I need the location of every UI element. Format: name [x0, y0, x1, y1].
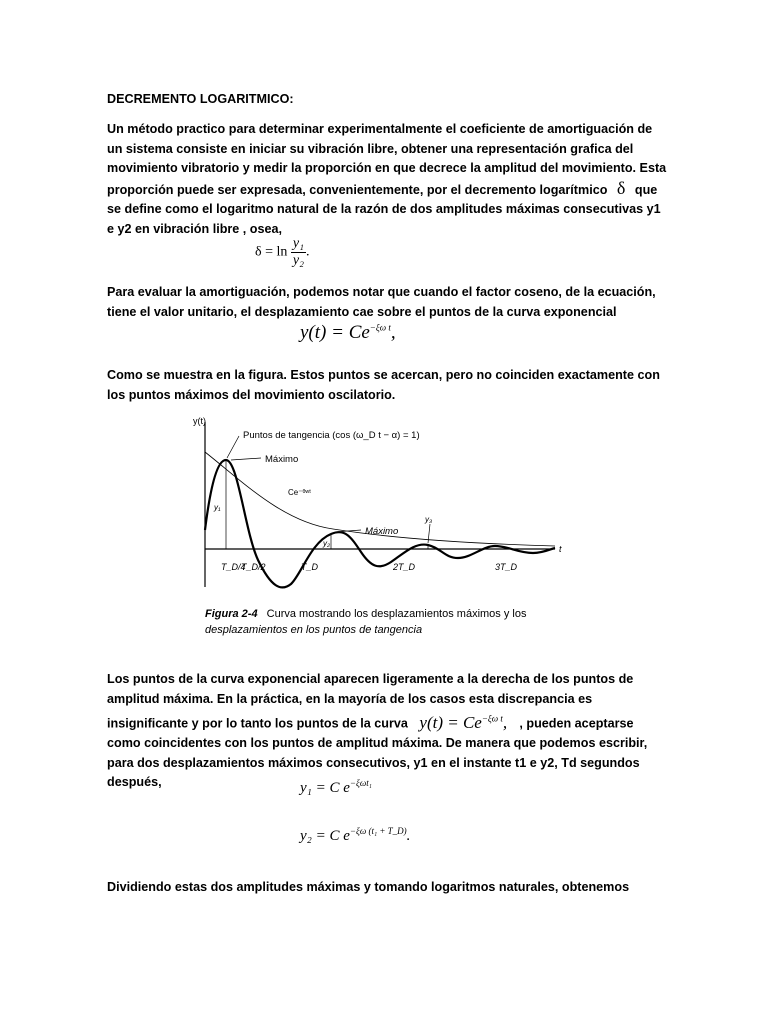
equation-4-lhs: y₂ = C e	[300, 828, 350, 844]
equation-3-lhs: y₁ = C e	[300, 780, 350, 796]
paragraph-1-text-b: que se define como el logaritmo natural de la razón de dos amplitudes máximas consecutivas y1 e y2 en vibración libre , osea,	[107, 182, 661, 236]
figure-caption-line-2: desplazamientos en los puntos de tangencia	[205, 624, 423, 636]
figure-caption-line-1	[205, 608, 527, 620]
paragraph-2: Para evaluar la amortiguación, podemos notar que cuando el factor coseno, de la ecuación, tiene el valor unitario, el desplazamiento cae sobre el puntos de la curva exponencial	[107, 285, 656, 319]
equation-2-lhs: y(t) = Ce	[300, 322, 370, 343]
equation-1-lhs: δ = ln	[255, 244, 288, 260]
x-axis-label: t	[559, 544, 562, 554]
paragraph-4-text-b: , pueden aceptarse como coincidentes con los puntos de amplitud máxima. De manera que podemos escribir, para dos desplazamientos máximos consecutivos, y1 en el instante t1 e y2, Td segundos después,	[107, 716, 648, 790]
equation-1-fraction	[291, 236, 306, 269]
equation-2-end: ,	[390, 322, 396, 343]
tick-label-td4: T_D/4	[221, 562, 246, 572]
paragraph-1	[107, 120, 667, 239]
tick-label-td2: T_D/2	[241, 562, 266, 572]
y3-label: y₃	[425, 515, 433, 524]
envelope-label: Ce⁻ᶿʷᵗ	[288, 488, 311, 497]
y2-label: y₂	[323, 539, 331, 548]
maximum-label-1: Máximo	[265, 454, 299, 465]
equation-1-denominator: y₂	[292, 253, 304, 268]
figure-caption-text-1: Curva mostrando los desplazamientos máximos y los	[266, 608, 527, 620]
x-tick-labels	[221, 562, 518, 572]
equation-4-exponent: −ξω (t₁ + T_D)	[349, 826, 407, 836]
figure-caption-number: Figura 2-4	[205, 608, 258, 620]
paragraph-4-text-a: Los puntos de la curva exponencial aparecen ligeramente a la derecha de los puntos de amplitud máxima. En la práctica, en la mayoría de los casos esta discrepancia es insignificante y por lo tanto los puntos de la curva	[107, 672, 634, 731]
equation-4-end: .	[406, 828, 411, 844]
figure-svg	[183, 412, 578, 644]
equation-y1	[300, 778, 372, 797]
paragraph-5: Dividiendo estas dos amplitudes máximas y tomando logaritmos naturales, obtenemos	[107, 880, 630, 894]
equation-log-decrement	[255, 236, 309, 269]
tick-label-2td: 2T_D	[393, 562, 416, 572]
section-heading: DECREMENTO LOGARITMICO:	[107, 92, 294, 106]
equation-y2	[300, 826, 410, 845]
tangency-label: Puntos de tangencia (cos (ω_D t − α) = 1)	[243, 430, 420, 441]
tick-label-3td: 3T_D	[495, 562, 518, 572]
paragraph-1-text-a: Un método practico para determinar experimentalmente el coeficiente de amortiguación de un sistema consiste en iniciar su vibración libre, obtener una representación grafica del movimiento vibratorio y medir la proporción en que decrece la amplitud del movimiento. Esta proporción puede ser expresada, convenientemente, por el decremento logarítmico	[107, 122, 667, 197]
equation-1-numerator: y₁	[292, 236, 304, 251]
maximum-label-2: Máximo	[365, 526, 399, 537]
damped-oscillation-figure	[183, 412, 578, 644]
inline-equation-exponential	[411, 713, 519, 732]
inline-equation-exponent: −ξω t	[481, 713, 503, 723]
equation-1-end: .	[305, 244, 310, 260]
maximum-pointer-1	[231, 458, 261, 460]
equation-2-exponent: −ξω t	[369, 322, 391, 333]
tangency-pointer	[227, 436, 239, 458]
y1-label: y₁	[214, 503, 221, 512]
inline-equation-lhs: y(t) = Ce	[419, 712, 482, 732]
delta-symbol: δ	[616, 177, 626, 198]
paragraph-4	[107, 670, 667, 793]
tick-label-td: T_D	[301, 562, 319, 572]
equation-3-exponent: −ξωt₁	[349, 778, 372, 788]
inline-equation-end: ,	[502, 712, 508, 732]
paragraph-3: Como se muestra en la figura. Estos puntos se acercan, pero no coinciden exactamente con los puntos máximos del movimiento oscilatorio.	[107, 368, 660, 402]
y-axis-label: y(t)	[193, 416, 206, 426]
equation-exponential-curve	[300, 322, 396, 344]
